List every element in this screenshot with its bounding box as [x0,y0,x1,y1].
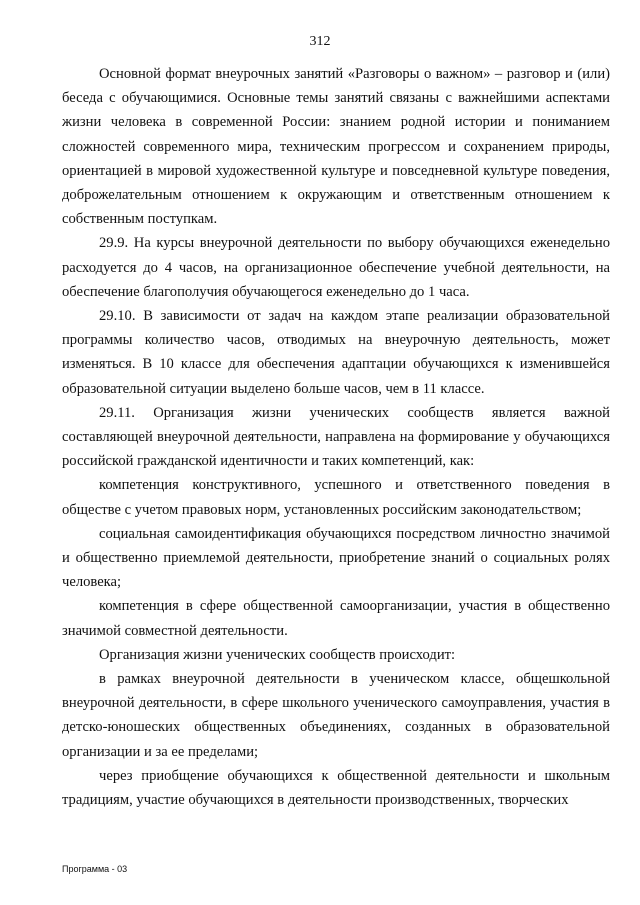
paragraph-29-10: 29.10. В зависимости от задач на каждом этапе реализации образовательной программы количество часов, отводимых на внеурочную деятельность, может изменяться. В 10 классе для обеспечения адаптации обучающихся к изменившейся образовательной ситуации выделено больше часов, чем в 11 классе. [62,308,610,397]
list-item-social-identification: социальная самоидентификация обучающихся посредством личностно значимой и общественно приемлемой деятельности, приобретение знаний о социальных ролях человека; [62,525,610,591]
paragraph-29-9: 29.9. На курсы внеурочной деятельности по выбору обучающихся еженедельно расходуется до 4 часов, на организационное обеспечение учебной деятельности, на обеспечение благополучия обучающегося еженедельно до 1 часа. [62,235,610,300]
list-item-extracurricular: в рамках внеурочной деятельности в ученическом классе, общешкольной внеурочной деятельности, в сфере школьного ученического самоуправления, участия в детско-юношеских общественных объединениях, созданных в образовательной организации и за ее пределами; [62,671,610,760]
footer-program-code: Программа - 03 [62,864,128,874]
page-number: 312 [309,34,331,49]
paragraph-29-11: 29.11. Организация жизни ученических сообществ является важной составляющей внеурочной деятельности, направлена на формирование у обучающихся российской гражданской идентичности и таких компетенций, как: [62,404,610,470]
list-item-competence-behavior: компетенция конструктивного, успешного и ответственного поведения в обществе с учетом правовых норм, установленных российским законодательством; [62,477,610,518]
paragraph-format: Основной формат внеурочных занятий «Разговоры о важном» – разговор и (или) беседа с обучающимися. Основные темы занятий связаны с важнейшими аспектами жизни человека в современной России: знанием родной истории и пониманием сложностей современного мира, техническим прогрессом и сохранением природы, ориентацией в мировой художественной культуре и повседневной культуре поведения, доброжелательным отношением к окружающим и ответственным отношением к собственным поступкам. [62,66,610,228]
list-item-traditions: через приобщение обучающихся к общественной деятельности и школьным традициям, участие обучающихся в деятельности производственных, творческих [62,767,610,809]
body-text [62,62,610,812]
list-item-self-organization: компетенция в сфере общественной самоорганизации, участия в общественно значимой совместной деятельности. [62,598,610,639]
paragraph-organization-intro: Организация жизни ученических сообществ происходит: [99,646,456,663]
